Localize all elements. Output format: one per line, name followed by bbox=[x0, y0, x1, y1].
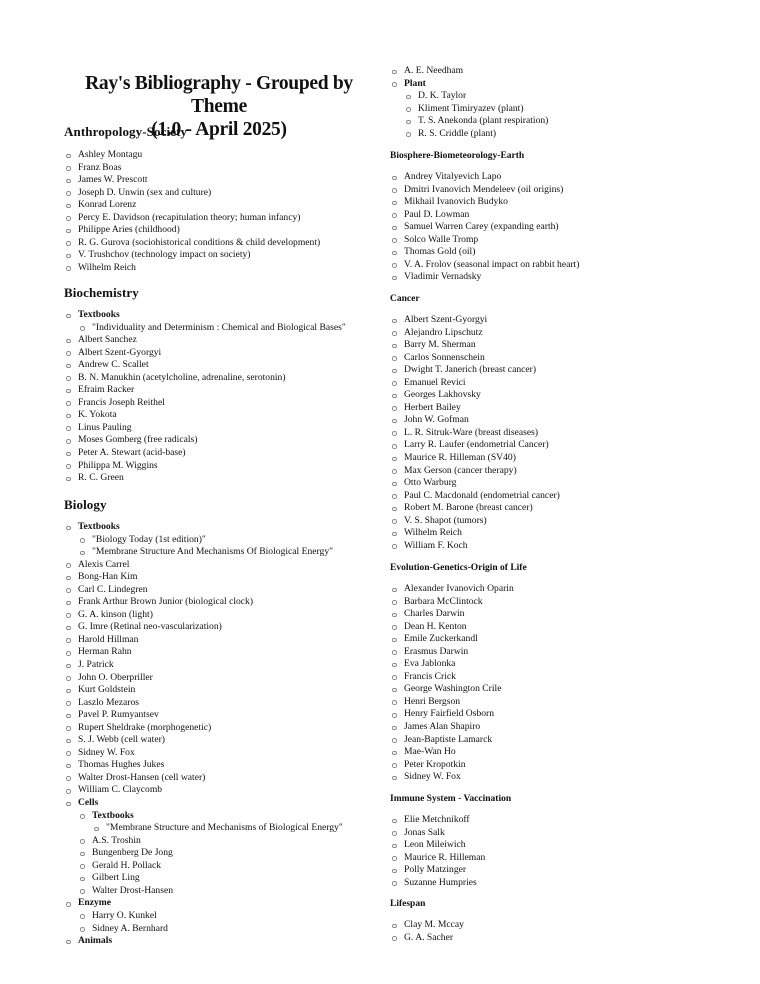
list-item: K. Yokota bbox=[64, 409, 346, 422]
list-item: R. G. Gurova (sociohistorical conditions & child development) bbox=[64, 237, 320, 250]
list-item: Laszlo Mezaros bbox=[64, 697, 343, 710]
section-heading-lifespan: Lifespan bbox=[390, 899, 426, 909]
sublist-enzyme bbox=[78, 910, 343, 935]
list-item: Otto Warburg bbox=[390, 477, 560, 490]
list-lifespan bbox=[390, 919, 464, 944]
list-item: Thomas Hughes Jukes bbox=[64, 759, 343, 772]
list-item: William F. Koch bbox=[390, 540, 560, 553]
list-item: Konrad Lorenz bbox=[64, 199, 320, 212]
list-item: Maurice R. Hilleman (SV40) bbox=[390, 452, 560, 465]
section-heading-anthropology: Anthropology-Society bbox=[64, 124, 188, 139]
list-item: Robert M. Barone (breast cancer) bbox=[390, 502, 560, 515]
list-item: Dmitri Ivanovich Mendeleev (oil origins) bbox=[390, 184, 579, 197]
list-item: R. C. Green bbox=[64, 472, 346, 485]
list-item: Sidney W. Fox bbox=[390, 771, 514, 784]
page-title: Ray's Bibliography - Grouped by Theme (1.0 - April 2025) bbox=[85, 73, 353, 140]
list-item-cells: Cells Textbooks "Membrane Structure and Mechanisms of Biological Energy" A.S. Troshin Bungenberg De Jong Gerald H. Pollack Gilbert Ling Walter Drost-Hansen bbox=[64, 797, 343, 897]
list-item: Alexander Ivanovich Oparin bbox=[390, 583, 514, 596]
list-evolution bbox=[390, 583, 514, 784]
list-item: Harry O. Kunkel bbox=[78, 910, 343, 923]
list-item: Vladimir Vernadsky bbox=[390, 271, 579, 284]
sublist-textbooks bbox=[92, 822, 343, 835]
list-item: Herbert Bailey bbox=[390, 402, 560, 415]
list-cancer bbox=[390, 314, 560, 552]
list-item: Sidney W. Fox bbox=[64, 747, 343, 760]
list-item: Leon Mileiwich bbox=[390, 839, 485, 852]
list-item: A. E. Needham bbox=[390, 65, 548, 78]
list-item: Sidney A. Bernhard bbox=[78, 923, 343, 936]
list-item: Harold Hillman bbox=[64, 634, 343, 647]
list-item: Herman Rahn bbox=[64, 646, 343, 659]
list-item: Eva Jablonka bbox=[390, 658, 514, 671]
section-heading-evolution: Evolution-Genetics-Origin of Life bbox=[390, 563, 527, 573]
list-item: Emile Zuckerkandl bbox=[390, 633, 514, 646]
list-item: L. R. Sitruk-Ware (breast diseases) bbox=[390, 427, 560, 440]
list-item: V. A. Frolov (seasonal impact on rabbit heart) bbox=[390, 259, 579, 272]
list-item: George Washington Crile bbox=[390, 683, 514, 696]
list-item: Frank Arthur Brown Junior (biological clock) bbox=[64, 596, 343, 609]
list-item: Barbara McClintock bbox=[390, 596, 514, 609]
list-item: Solco Walle Tromp bbox=[390, 234, 579, 247]
section-heading-immune: Immune System - Vaccination bbox=[390, 794, 512, 804]
list-item: Percy E. Davidson (recapitulation theory; human infancy) bbox=[64, 212, 320, 225]
list-item: Kliment Timiryazev (plant) bbox=[404, 103, 548, 116]
list-item: Alejandro Lipschutz bbox=[390, 327, 560, 340]
list-immune bbox=[390, 814, 485, 889]
list-item: Wilhelm Reich bbox=[390, 527, 560, 540]
list-item: Paul C. Macdonald (endometrial cancer) bbox=[390, 490, 560, 503]
list-item: Andrew C. Scallet bbox=[64, 359, 346, 372]
list-item: Albert Sanchez bbox=[64, 334, 346, 347]
list-item: Bungenberg De Jong bbox=[78, 847, 343, 860]
list-item-animals-continued bbox=[390, 65, 548, 78]
list-anthropology bbox=[64, 149, 320, 274]
list-item-textbook: "Membrane Structure And Mechanisms Of Biological Energy" bbox=[78, 546, 343, 559]
list-item: A.S. Troshin bbox=[78, 835, 343, 848]
list-item: Thomas Gold (oil) bbox=[390, 246, 579, 259]
list-item: John O. Oberpriller bbox=[64, 672, 343, 685]
list-item: Larry R. Laufer (endometrial Cancer) bbox=[390, 439, 560, 452]
list-item: B. N. Manukhin (acetylcholine, adrenaline, serotonin) bbox=[64, 372, 346, 385]
section-heading-biosphere: Biosphere-Biometeorology-Earth bbox=[390, 151, 525, 161]
list-item-textbook: "Biology Today (1st edition)" bbox=[78, 534, 343, 547]
list-item-textbook: "Individuality and Determinism : Chemical and Biological Bases" bbox=[78, 322, 346, 335]
list-item: Peter A. Stewart (acid-base) bbox=[64, 447, 346, 460]
list-item: Francis Crick bbox=[390, 671, 514, 684]
list-item: James Alan Shapiro bbox=[390, 721, 514, 734]
list-item: G. A. kinson (light) bbox=[64, 609, 343, 622]
list-item: Pavel P. Rumyantsev bbox=[64, 709, 343, 722]
list-item: Elie Metchnikoff bbox=[390, 814, 485, 827]
list-item: Henri Bergson bbox=[390, 696, 514, 709]
list-item-textbooks: Textbooks "Membrane Structure and Mechanisms of Biological Energy" bbox=[78, 810, 343, 835]
list-item: James W. Prescott bbox=[64, 174, 320, 187]
list-item: Kurt Goldstein bbox=[64, 684, 343, 697]
list-item: Samuel Warren Carey (expanding earth) bbox=[390, 221, 579, 234]
list-item: Moses Gomberg (free radicals) bbox=[64, 434, 346, 447]
list-item-enzyme: Enzyme Harry O. Kunkel Sidney A. Bernhard bbox=[64, 897, 343, 935]
list-item: John W. Gofman bbox=[390, 414, 560, 427]
list-item: Efraim Racker bbox=[64, 384, 346, 397]
list-item-textbook: "Membrane Structure and Mechanisms of Biological Energy" bbox=[92, 822, 343, 835]
list-item: J. Patrick bbox=[64, 659, 343, 672]
list-item: V. Trushchov (technology impact on society) bbox=[64, 249, 320, 262]
list-item: Polly Matzinger bbox=[390, 864, 485, 877]
list-item: G. Imre (Retinal neo-vascularization) bbox=[64, 621, 343, 634]
sublist-cells bbox=[78, 810, 343, 898]
list-biochemistry bbox=[64, 309, 346, 485]
list-item: Gerald H. Pollack bbox=[78, 860, 343, 873]
list-item: Bong-Han Kim bbox=[64, 571, 343, 584]
section-heading-cancer: Cancer bbox=[390, 294, 420, 304]
list-item: Wilhelm Reich bbox=[64, 262, 320, 275]
list-item: Emanuel Revici bbox=[390, 377, 560, 390]
list-item: Clay M. Mccay bbox=[390, 919, 464, 932]
list-item: Philippa M. Wiggins bbox=[64, 460, 346, 473]
list-item: Carlos Sonnenschein bbox=[390, 352, 560, 365]
list-item: R. S. Criddle (plant) bbox=[404, 128, 548, 141]
list-item: V. S. Shapot (tumors) bbox=[390, 515, 560, 528]
list-item: Andrey Vitalyevich Lapo bbox=[390, 171, 579, 184]
list-item: G. A. Sacher bbox=[390, 932, 464, 945]
list-item: D. K. Taylor bbox=[404, 90, 548, 103]
list-item-textbooks: Textbooks "Biology Today (1st edition)" "Membrane Structure And Mechanisms Of Biological Energy" bbox=[64, 521, 343, 559]
list-item: Mikhail Ivanovich Budyko bbox=[390, 196, 579, 209]
list-item: Henry Fairfield Osborn bbox=[390, 708, 514, 721]
list-item: Paul D. Lowman bbox=[390, 209, 579, 222]
list-item-plant: Plant D. K. Taylor Kliment Timiryazev (plant) T. S. Anekonda (plant respiration) R. S. Criddle (plant) bbox=[390, 78, 548, 141]
list-item: Linus Pauling bbox=[64, 422, 346, 435]
list-item: Suzanne Humpries bbox=[390, 877, 485, 890]
list-item: Jean-Baptiste Lamarck bbox=[390, 734, 514, 747]
list-item: Jonas Salk bbox=[390, 827, 485, 840]
sublist-animals bbox=[390, 65, 548, 78]
list-item: Philippe Aries (childhood) bbox=[64, 224, 320, 237]
list-item: Francis Joseph Reithel bbox=[64, 397, 346, 410]
list-item: Ashley Montagu bbox=[64, 149, 320, 162]
list-biology-continued bbox=[390, 65, 548, 140]
section-heading-biology: Biology bbox=[64, 497, 107, 512]
list-item: Dean H. Kenton bbox=[390, 621, 514, 634]
list-item: Carl C. Lindegren bbox=[64, 584, 343, 597]
list-item: Maurice R. Hilleman bbox=[390, 852, 485, 865]
list-biosphere bbox=[390, 171, 579, 284]
list-item: Peter Kropotkin bbox=[390, 759, 514, 772]
list-item-animals: Animals bbox=[64, 935, 343, 948]
list-item: S. J. Webb (cell water) bbox=[64, 734, 343, 747]
list-item: Rupert Sheldrake (morphogenetic) bbox=[64, 722, 343, 735]
sublist-plant bbox=[404, 90, 548, 140]
sublist-textbooks bbox=[78, 322, 346, 335]
list-item: Alexis Carrel bbox=[64, 559, 343, 572]
section-heading-biochemistry: Biochemistry bbox=[64, 285, 139, 300]
list-item: Albert Szent-Gyorgyi bbox=[64, 347, 346, 360]
list-item-textbooks: Textbooks "Individuality and Determinism : Chemical and Biological Bases" bbox=[64, 309, 346, 334]
list-item: Max Gerson (cancer therapy) bbox=[390, 465, 560, 478]
list-item: Erasmus Darwin bbox=[390, 646, 514, 659]
list-item: William C. Claycomb bbox=[64, 784, 343, 797]
list-item: T. S. Anekonda (plant respiration) bbox=[404, 115, 548, 128]
list-item: Barry M. Sherman bbox=[390, 339, 560, 352]
list-item: Charles Darwin bbox=[390, 608, 514, 621]
list-item: Walter Drost-Hansen (cell water) bbox=[64, 772, 343, 785]
list-item: Albert Szent-Gyorgyi bbox=[390, 314, 560, 327]
list-item: Franz Boas bbox=[64, 162, 320, 175]
sublist-textbooks bbox=[78, 534, 343, 559]
list-biology bbox=[64, 521, 343, 948]
list-item: Gilbert Ling bbox=[78, 872, 343, 885]
list-item: Joseph D. Unwin (sex and culture) bbox=[64, 187, 320, 200]
list-item: Dwight T. Janerich (breast cancer) bbox=[390, 364, 560, 377]
list-item: Mae-Wan Ho bbox=[390, 746, 514, 759]
list-item: Georges Lakhovsky bbox=[390, 389, 560, 402]
list-item: Walter Drost-Hansen bbox=[78, 885, 343, 898]
